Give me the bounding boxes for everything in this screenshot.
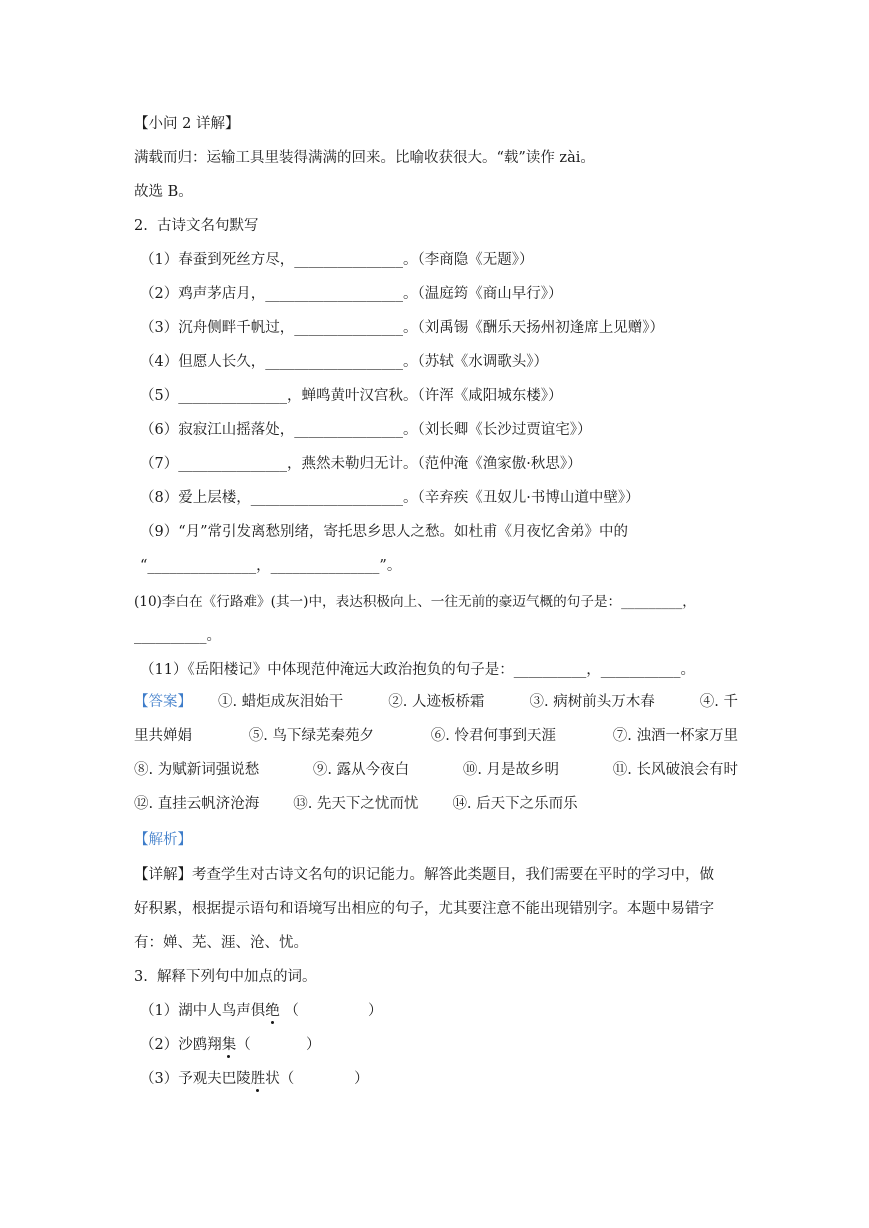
answer-item: ⑧. 为赋新词强说愁 bbox=[134, 762, 260, 778]
q2-item: __________。 bbox=[134, 628, 221, 644]
answer-item: ⑪. 长风破浪会有时 bbox=[612, 762, 738, 778]
q3-item-text: （1）湖中人鸟声俱 bbox=[140, 1003, 266, 1019]
answer-item: ⑭. 后天下之乐而乐 bbox=[452, 796, 578, 812]
question-3-heading: 3. 解释下列句中加点的词。 bbox=[134, 969, 317, 985]
q3-item-blank: （ ） bbox=[236, 1037, 321, 1053]
dotted-char: 集 bbox=[221, 1037, 237, 1053]
answer-item: ④. 千 bbox=[699, 694, 738, 710]
q2-item: （2）鸡声茅店月，___________________。（温庭筠《商山早行》） bbox=[140, 286, 563, 302]
q2-item: （7）_______________，燕然未勒归无计。（范仲淹《渔家傲·秋思》） bbox=[140, 456, 582, 472]
answer-item: ⑥. 怜君何事到天涯 bbox=[430, 728, 556, 744]
analysis-line: 好积累，根据提示语句和语境写出相应的句子，尤其要注意不能出现错别字。本题中易错字 bbox=[134, 901, 714, 917]
answer-row bbox=[134, 692, 738, 712]
dotted-char: 绝 bbox=[265, 1003, 280, 1019]
q3-item-blank: 状（ ） bbox=[265, 1071, 369, 1087]
answer-item: ⑤. 鸟下绿芜秦苑夕 bbox=[248, 728, 374, 744]
q2-item: （11）《岳阳楼记》中体现范仲淹远大政治抱负的句子是：__________，___________。 bbox=[140, 662, 695, 678]
question-2-heading: 2. 古诗文名句默写 bbox=[134, 218, 259, 234]
q2-item: （9）“月”常引发离愁别绪，寄托思乡思人之愁。如杜甫《月夜忆舍弟》中的 bbox=[140, 524, 629, 540]
q2-detail-line: 满载而归：运输工具里装得满满的回来。比喻收获很大。“载”读作 zài。 bbox=[134, 150, 595, 166]
analysis-tag: 【解析】 bbox=[134, 832, 192, 848]
q2-item: （6）寂寂江山摇落处，_______________。（刘长卿《长沙过贾谊宅》） bbox=[140, 422, 592, 438]
answer-item: ②. 人迹板桥霜 bbox=[388, 694, 485, 710]
q2-item: (10)李白在《行路难》(其一)中，表达积极向上、一往无前的豪迈气概的句子是：_________， bbox=[134, 594, 696, 610]
answer-item: ①. 蜡炬成灰泪始干 bbox=[218, 694, 344, 710]
answer-item: 里共婵娟 bbox=[134, 728, 192, 744]
q2-item: （1）春蚕到死丝方尽，_______________。（李商隐《无题》） bbox=[140, 252, 534, 268]
q2-item: “_______________，_______________”。 bbox=[140, 558, 402, 574]
analysis-line: 有：婵、芜、涯、沧、忧。 bbox=[134, 935, 308, 951]
q3-item-text: （2）沙鸥翔 bbox=[140, 1037, 222, 1053]
answer-item: ⑨. 露从今夜白 bbox=[312, 762, 410, 778]
q2-detail-title: 【小问 2 详解】 bbox=[134, 116, 240, 132]
answer-item: ⑩. 月是故乡明 bbox=[462, 762, 560, 778]
answer-item: ⑦. 浊酒一杯家万里 bbox=[612, 728, 738, 744]
q3-item bbox=[140, 1035, 321, 1055]
analysis-line: 【详解】考查学生对古诗文名句的识记能力。解答此类题目，我们需要在平时的学习中，做 bbox=[134, 867, 714, 883]
q2-item: （5）_______________，蝉鸣黄叶汉宫秋。（许浑《咸阳城东楼》） bbox=[140, 388, 563, 404]
answer-item: ③. 病树前头万木春 bbox=[529, 694, 655, 710]
q2-item: （8）爱上层楼，_____________________。（辛弃疾《丑奴儿·书博山道中壁》） bbox=[140, 490, 640, 506]
q2-item: （4）但愿人长久，___________________。（苏轼《水调歌头》） bbox=[140, 354, 548, 370]
q2-item: （3）沉舟侧畔千帆过，_______________。（刘禹锡《酬乐天扬州初逢席上见赠》） bbox=[140, 320, 664, 336]
answer-tag: 【答案】 bbox=[134, 694, 192, 710]
answer-row bbox=[134, 760, 738, 780]
answer-row bbox=[134, 794, 738, 814]
q2-detail-line: 故选 B。 bbox=[134, 184, 193, 200]
q3-item bbox=[140, 1001, 382, 1021]
answer-item: ⑫. 直挂云帆济沧海 bbox=[134, 796, 260, 812]
answer-row bbox=[134, 726, 738, 746]
dotted-char: 胜 bbox=[250, 1071, 266, 1087]
q3-item-text: （3）予观夫巴陵 bbox=[140, 1071, 251, 1087]
answer-item: ⑬. 先天下之忧而忧 bbox=[293, 796, 419, 812]
q3-item-blank: （ ） bbox=[279, 1003, 383, 1019]
q3-item bbox=[140, 1069, 369, 1089]
